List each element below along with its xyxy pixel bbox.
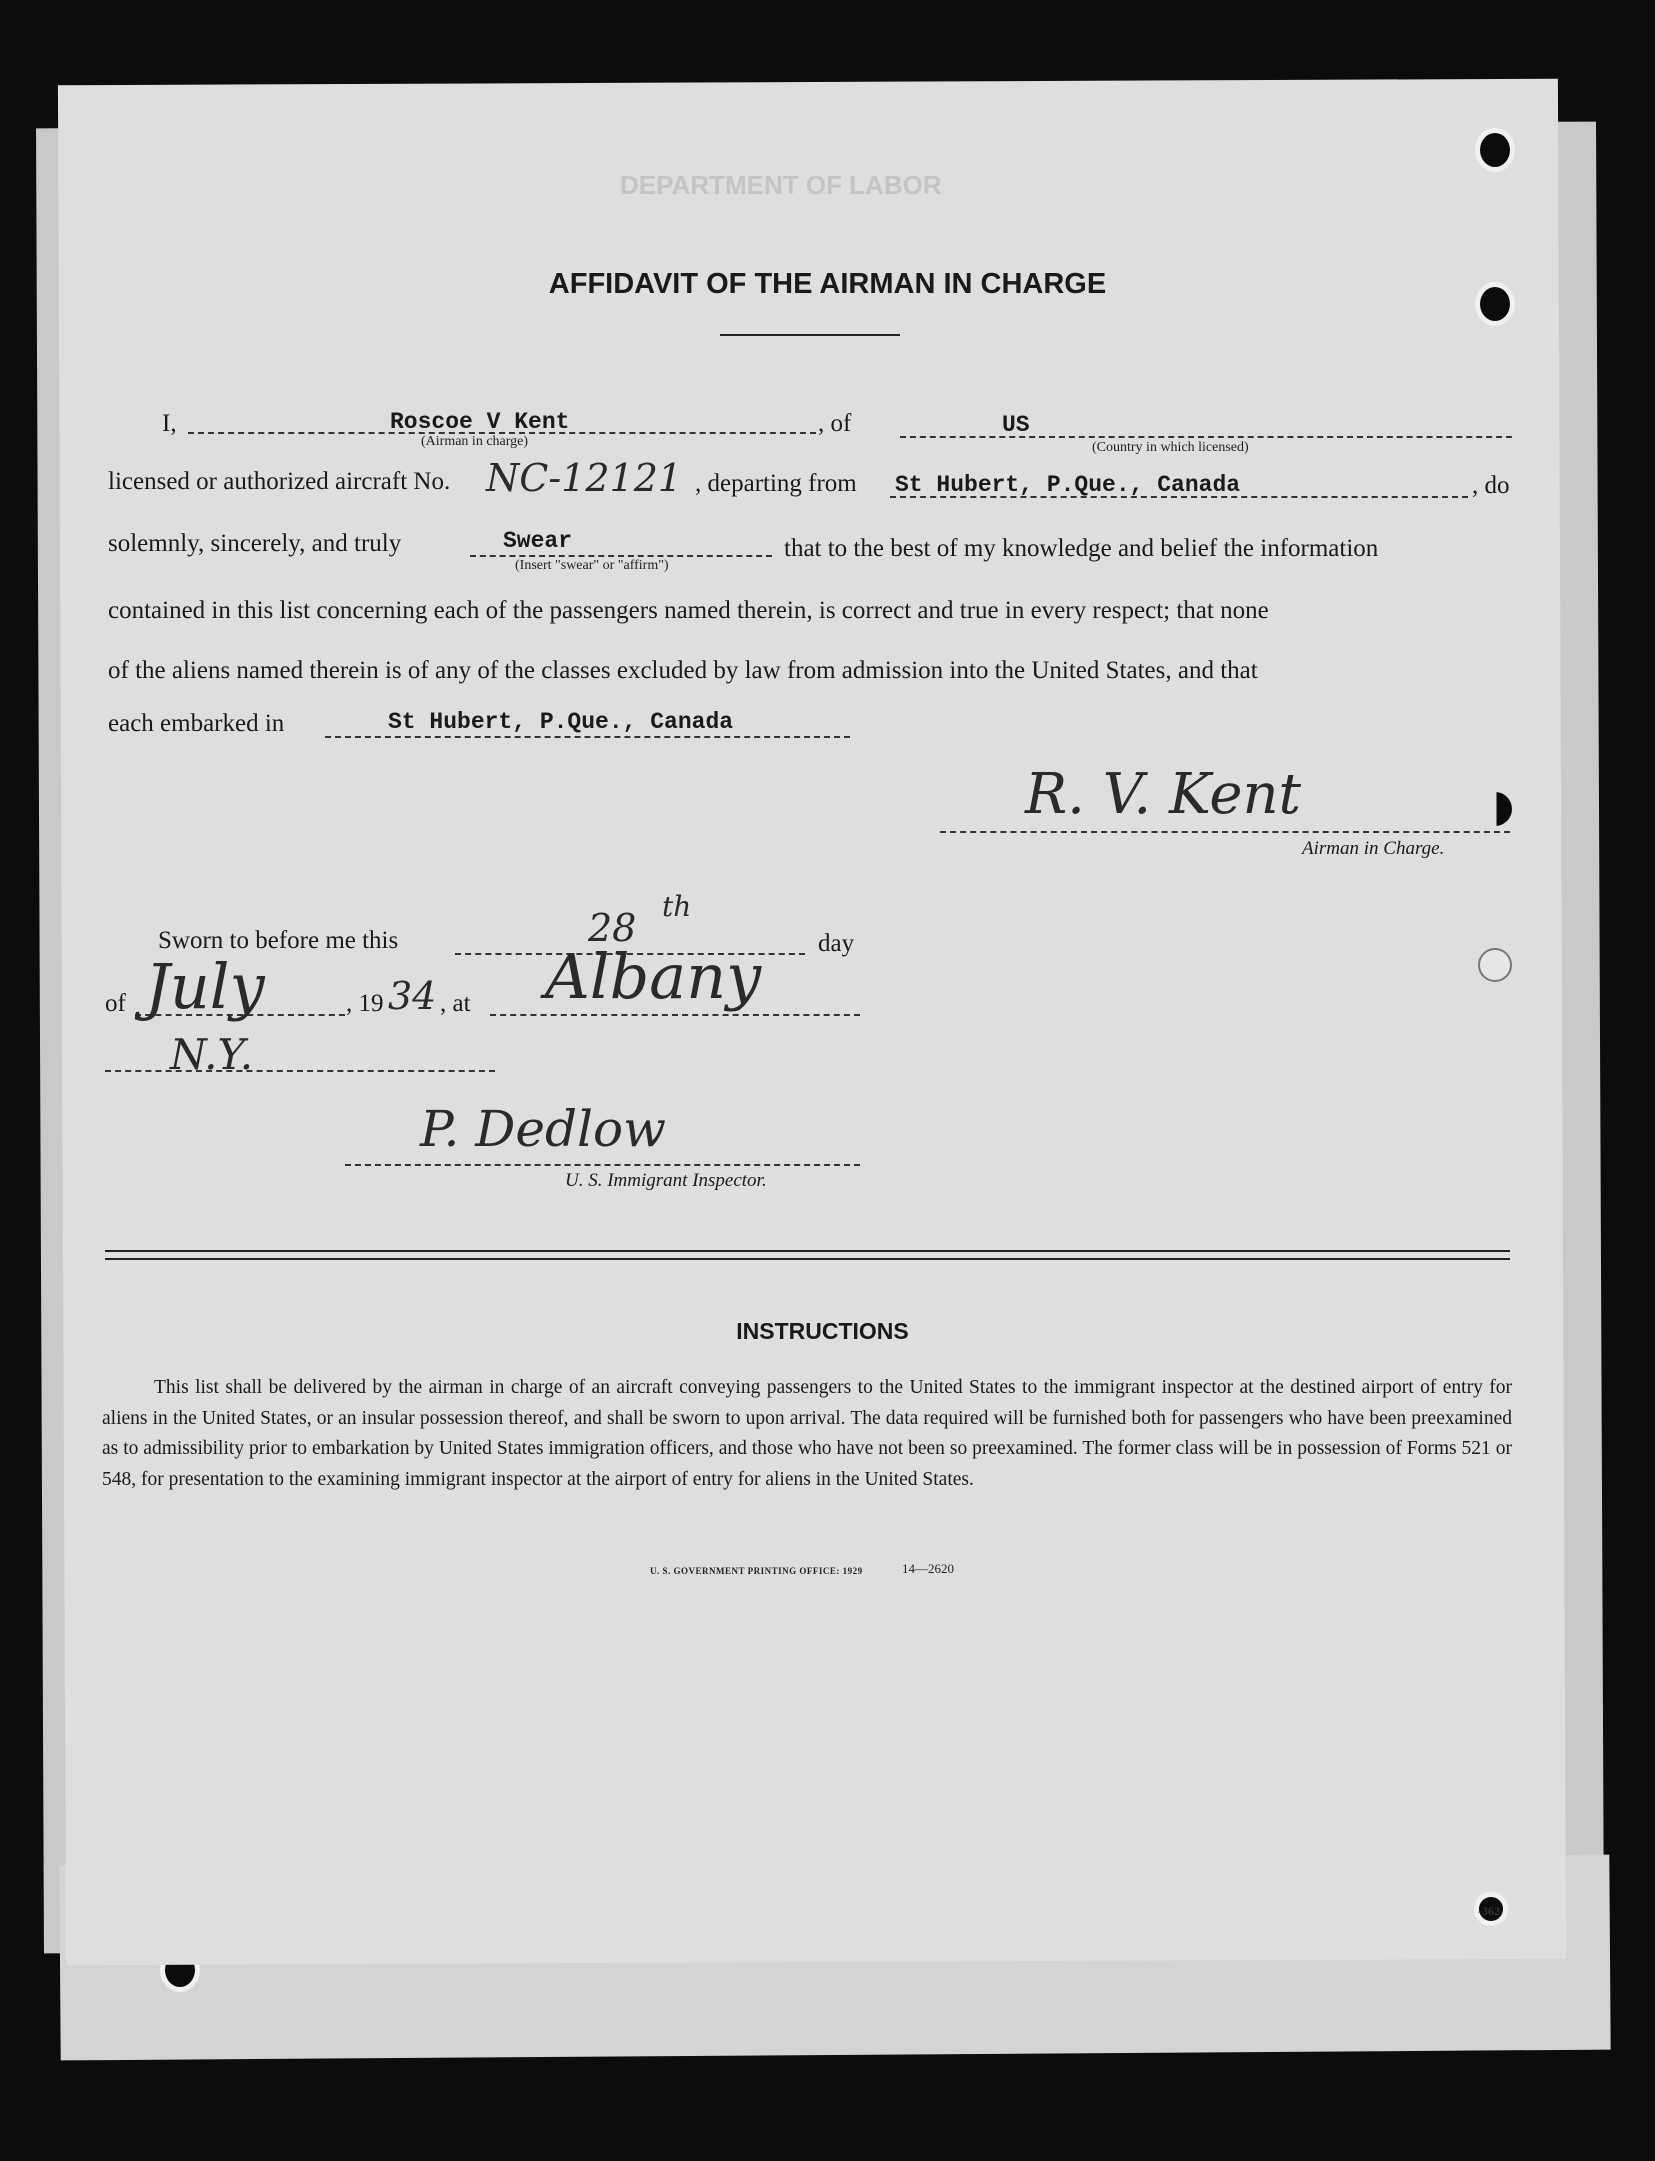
page-title: AFFIDAVIT OF THE AIRMAN IN CHARGE <box>548 268 1107 300</box>
aircraft-number-value: NC-12121 <box>486 456 683 500</box>
line3-prefix: solemnly, sincerely, and truly <box>108 530 402 557</box>
airman-signature-label: Airman in Charge. <box>1302 838 1445 859</box>
punch-hole <box>1478 948 1512 982</box>
airman-name-caption: (Airman in charge) <box>421 434 529 449</box>
oath-field-line <box>470 555 772 557</box>
country-field-line <box>900 436 1512 438</box>
sworn-extra-line <box>105 1070 495 1072</box>
airman-signature: R. V. Kent <box>1025 762 1302 827</box>
sworn-day-value: 28 <box>588 906 637 950</box>
line6-prefix: each embarked in <box>108 710 285 737</box>
sworn-place-value: Albany <box>545 940 762 1013</box>
country-value: US <box>1002 412 1030 438</box>
line5-text: of the aliens named therein is of any of the classes excluded by law from admission into the United States, and that <box>108 657 1258 684</box>
sworn-month-value: July <box>145 950 265 1023</box>
country-caption: (Country in which licensed) <box>1092 440 1249 455</box>
section-rule-bottom <box>105 1258 1510 1260</box>
embark-place-value: St Hubert, P.Que., Canada <box>388 709 734 735</box>
punch-hole <box>1478 792 1512 826</box>
punch-hole <box>1475 128 1515 172</box>
printing-office-note: U. S. GOVERNMENT PRINTING OFFICE: 1929 <box>650 1566 863 1576</box>
sworn-day-suffix: th <box>662 890 692 923</box>
section-rule-top <box>105 1250 1510 1252</box>
line3-suffix: that to the best of my knowledge and belief the information <box>784 535 1379 562</box>
line4-text: contained in this list concerning each of the passengers named therein, is correct and true in every respect; that none <box>108 597 1269 624</box>
line2-departing-label: , departing from <box>695 470 857 497</box>
instructions-title: INSTRUCTIONS <box>736 1318 909 1344</box>
corner-mark: -362 <box>1478 1904 1500 1918</box>
sworn-place-line <box>490 1014 860 1016</box>
line1-prefix: I, <box>162 410 177 437</box>
oath-value: Swear <box>503 528 573 554</box>
sworn-year-prefix: , 19 <box>346 990 384 1017</box>
title-underline <box>720 334 900 336</box>
bleed-through-header: DEPARTMENT OF LABOR <box>620 170 942 200</box>
inspector-signature: P. Dedlow <box>420 1100 666 1158</box>
sworn-day-label: day <box>818 930 855 957</box>
oath-caption: (Insert "swear" or "affirm") <box>515 558 669 573</box>
instructions-text: This list shall be delivered by the airman in charge of an aircraft conveying passengers to the United States to the immigrant inspector at the destined airport of entry for aliens in the United States, or an insular possession thereof, and shall be sworn to upon arrival. The data required will be furnished both for passengers who have been preexamined as to admissibility prior to embarkation by United States immigration officers, and those who have not been so preexamined. The former class will be in possession of Forms 521 or 548, for presentation to the examining immigrant inspector at the airport of entry for aliens in the United States. <box>102 1377 1512 1490</box>
sworn-prefix: Sworn to before me this <box>158 927 399 954</box>
affidavit-page <box>58 79 1566 1966</box>
line1-of-label: , of <box>818 410 852 437</box>
inspector-label: U. S. Immigrant Inspector. <box>565 1170 767 1191</box>
embark-field-line <box>325 736 850 738</box>
inspector-signature-line <box>345 1164 860 1166</box>
departure-value: St Hubert, P.Que., Canada <box>895 472 1241 498</box>
line2-suffix: , do <box>1472 472 1510 499</box>
airman-name-value: Roscoe V Kent <box>390 409 570 435</box>
airman-signature-line <box>940 831 1510 833</box>
sworn-year-value: 34 <box>388 974 437 1018</box>
line2-prefix: licensed or authorized aircraft No. <box>108 468 451 495</box>
sworn-of-label: of <box>105 990 126 1017</box>
form-number: 14—2620 <box>902 1561 954 1576</box>
sworn-place-extra: N.Y. <box>170 1030 254 1079</box>
sworn-at-label: , at <box>440 990 471 1017</box>
